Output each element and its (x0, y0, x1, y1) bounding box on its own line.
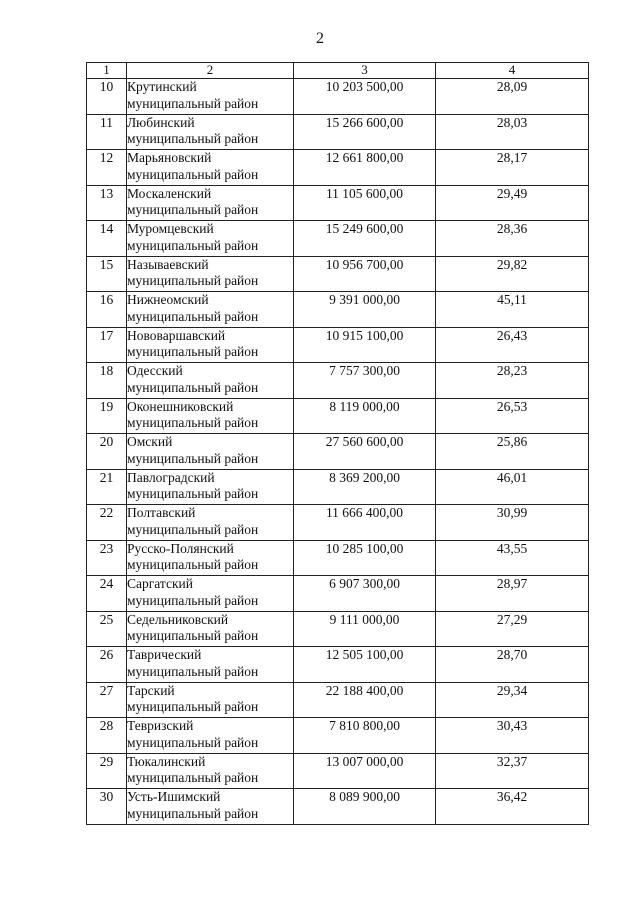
district-name (127, 647, 294, 683)
district-name-line-1: Марьяновский (127, 150, 212, 165)
data-table (86, 62, 589, 825)
share-value: 29,82 (436, 256, 589, 292)
share-value: 29,49 (436, 185, 589, 221)
row-number: 18 (87, 363, 127, 399)
amount-value: 15 266 600,00 (294, 114, 436, 150)
amount-value: 11 666 400,00 (294, 505, 436, 541)
district-name-line-2: муниципальный район (127, 202, 259, 217)
amount-value: 12 505 100,00 (294, 647, 436, 683)
share-value: 26,53 (436, 398, 589, 434)
row-number: 22 (87, 505, 127, 541)
district-name-line-1: Нововаршавский (127, 327, 226, 343)
share-value: 28,70 (436, 647, 589, 683)
row-number: 19 (87, 398, 127, 434)
row-number: 29 (87, 753, 127, 789)
district-name (127, 469, 294, 505)
share-value: 28,03 (436, 114, 589, 150)
table-row (87, 469, 589, 505)
district-name-line-2: муниципальный район (127, 699, 259, 714)
district-name-line-1: Любинский (127, 114, 195, 130)
share-value: 43,55 (436, 540, 589, 576)
share-value: 28,97 (436, 576, 589, 612)
share-value: 27,29 (436, 611, 589, 647)
district-name (127, 327, 294, 363)
row-number: 13 (87, 185, 127, 221)
column-header: 1 (87, 63, 127, 79)
district-name-line-2: муниципальный район (127, 521, 259, 537)
district-name (127, 789, 294, 825)
column-header: 2 (127, 63, 294, 79)
share-value: 45,11 (436, 292, 589, 328)
district-name-line-1: Русско-Полянский (127, 540, 234, 556)
district-name-line-1: Павлоградский (127, 469, 215, 485)
table-row (87, 647, 589, 683)
district-name-line-1: Тюкалинский (127, 753, 206, 769)
district-name-line-1: Тарский (127, 682, 175, 698)
row-number: 12 (87, 150, 127, 186)
district-name-line-1: Москаленский (127, 185, 212, 201)
district-name (127, 150, 294, 186)
share-value: 28,09 (436, 79, 589, 115)
district-name-line-1: Нижнеомский (127, 292, 209, 307)
row-number: 24 (87, 576, 127, 612)
district-name-line-2: муниципальный район (127, 486, 259, 501)
district-name-line-2: муниципальный район (127, 131, 259, 146)
amount-value: 12 661 800,00 (294, 150, 436, 186)
district-name-line-2: муниципальный район (127, 628, 259, 643)
district-name (127, 682, 294, 718)
table-row (87, 114, 589, 150)
district-name (127, 363, 294, 399)
row-number: 30 (87, 789, 127, 825)
district-name (127, 576, 294, 612)
district-name-line-2: муниципальный район (127, 557, 259, 572)
amount-value: 8 119 000,00 (294, 398, 436, 434)
row-number: 15 (87, 256, 127, 292)
table-row (87, 221, 589, 257)
column-header: 4 (436, 63, 589, 79)
table-row (87, 789, 589, 825)
amount-value: 8 089 900,00 (294, 789, 436, 825)
table-row (87, 150, 589, 186)
row-number: 26 (87, 647, 127, 683)
page-number: 2 (316, 30, 324, 47)
row-number: 28 (87, 718, 127, 754)
amount-value: 9 391 000,00 (294, 292, 436, 328)
district-name-line-1: Муромцевский (127, 221, 214, 236)
district-name (127, 611, 294, 647)
share-value: 28,17 (436, 150, 589, 186)
table-row (87, 434, 589, 470)
district-name-line-2: муниципальный район (127, 379, 259, 395)
district-name-line-2: муниципальный район (127, 805, 259, 821)
district-name-line-2: муниципальный район (127, 95, 259, 111)
amount-value: 9 111 000,00 (294, 611, 436, 647)
district-name (127, 114, 294, 150)
amount-value: 6 907 300,00 (294, 576, 436, 612)
district-name-line-2: муниципальный район (127, 166, 259, 182)
district-name-line-2: муниципальный район (127, 734, 259, 750)
district-name-line-1: Таврический (127, 647, 202, 662)
table-row (87, 256, 589, 292)
share-value: 46,01 (436, 469, 589, 505)
amount-value: 10 285 100,00 (294, 540, 436, 576)
column-header: 3 (294, 63, 436, 79)
amount-value: 10 956 700,00 (294, 256, 436, 292)
district-name (127, 434, 294, 470)
district-name-line-1: Одесский (127, 363, 183, 378)
district-name-line-2: муниципальный район (127, 663, 259, 679)
share-value: 30,99 (436, 505, 589, 541)
district-name (127, 398, 294, 434)
share-value: 36,42 (436, 789, 589, 825)
district-name-line-2: муниципальный район (127, 415, 259, 430)
district-name-line-1: Полтавский (127, 505, 196, 520)
district-name-line-1: Крутинский (127, 79, 197, 94)
share-value: 25,86 (436, 434, 589, 470)
amount-value: 15 249 600,00 (294, 221, 436, 257)
district-name (127, 185, 294, 221)
table-row (87, 576, 589, 612)
district-name (127, 718, 294, 754)
row-number: 21 (87, 469, 127, 505)
table-body (87, 79, 589, 825)
district-name-line-2: муниципальный район (127, 308, 259, 324)
share-value: 29,34 (436, 682, 589, 718)
amount-value: 11 105 600,00 (294, 185, 436, 221)
row-number: 10 (87, 79, 127, 115)
district-name-line-2: муниципальный район (127, 450, 259, 466)
share-value: 32,37 (436, 753, 589, 789)
row-number: 17 (87, 327, 127, 363)
district-name-line-2: муниципальный район (127, 770, 259, 785)
row-number: 27 (87, 682, 127, 718)
row-number: 14 (87, 221, 127, 257)
table-header-row (87, 63, 589, 79)
share-value: 28,23 (436, 363, 589, 399)
table-row (87, 185, 589, 221)
amount-value: 10 915 100,00 (294, 327, 436, 363)
row-number: 16 (87, 292, 127, 328)
row-number: 20 (87, 434, 127, 470)
district-name-line-1: Тевризский (127, 718, 194, 733)
row-number: 23 (87, 540, 127, 576)
district-name-line-2: муниципальный район (127, 344, 259, 359)
table-row (87, 363, 589, 399)
row-number: 25 (87, 611, 127, 647)
amount-value: 27 560 600,00 (294, 434, 436, 470)
district-name-line-2: муниципальный район (127, 592, 259, 608)
amount-value: 10 203 500,00 (294, 79, 436, 115)
table-row (87, 718, 589, 754)
table-row (87, 398, 589, 434)
district-name-line-1: Седельниковский (127, 611, 229, 627)
table-row (87, 327, 589, 363)
amount-value: 7 757 300,00 (294, 363, 436, 399)
table-row (87, 540, 589, 576)
district-name-line-1: Саргатский (127, 576, 193, 591)
table-row (87, 505, 589, 541)
district-name (127, 221, 294, 257)
row-number: 11 (87, 114, 127, 150)
district-name (127, 505, 294, 541)
table-row (87, 611, 589, 647)
amount-value: 8 369 200,00 (294, 469, 436, 505)
share-value: 26,43 (436, 327, 589, 363)
amount-value: 7 810 800,00 (294, 718, 436, 754)
district-name (127, 292, 294, 328)
table-row (87, 292, 589, 328)
share-value: 28,36 (436, 221, 589, 257)
district-name-line-1: Усть-Ишимский (127, 789, 221, 804)
district-name-line-2: муниципальный район (127, 237, 259, 253)
table-row (87, 79, 589, 115)
district-name-line-2: муниципальный район (127, 273, 259, 288)
table-row (87, 753, 589, 789)
amount-value: 13 007 000,00 (294, 753, 436, 789)
share-value: 30,43 (436, 718, 589, 754)
amount-value: 22 188 400,00 (294, 682, 436, 718)
district-name-line-1: Омский (127, 434, 173, 449)
table-row (87, 682, 589, 718)
district-name-line-1: Называевский (127, 256, 209, 272)
district-name (127, 79, 294, 115)
district-name (127, 540, 294, 576)
district-name (127, 256, 294, 292)
district-name-line-1: Оконешниковский (127, 398, 234, 414)
district-name (127, 753, 294, 789)
